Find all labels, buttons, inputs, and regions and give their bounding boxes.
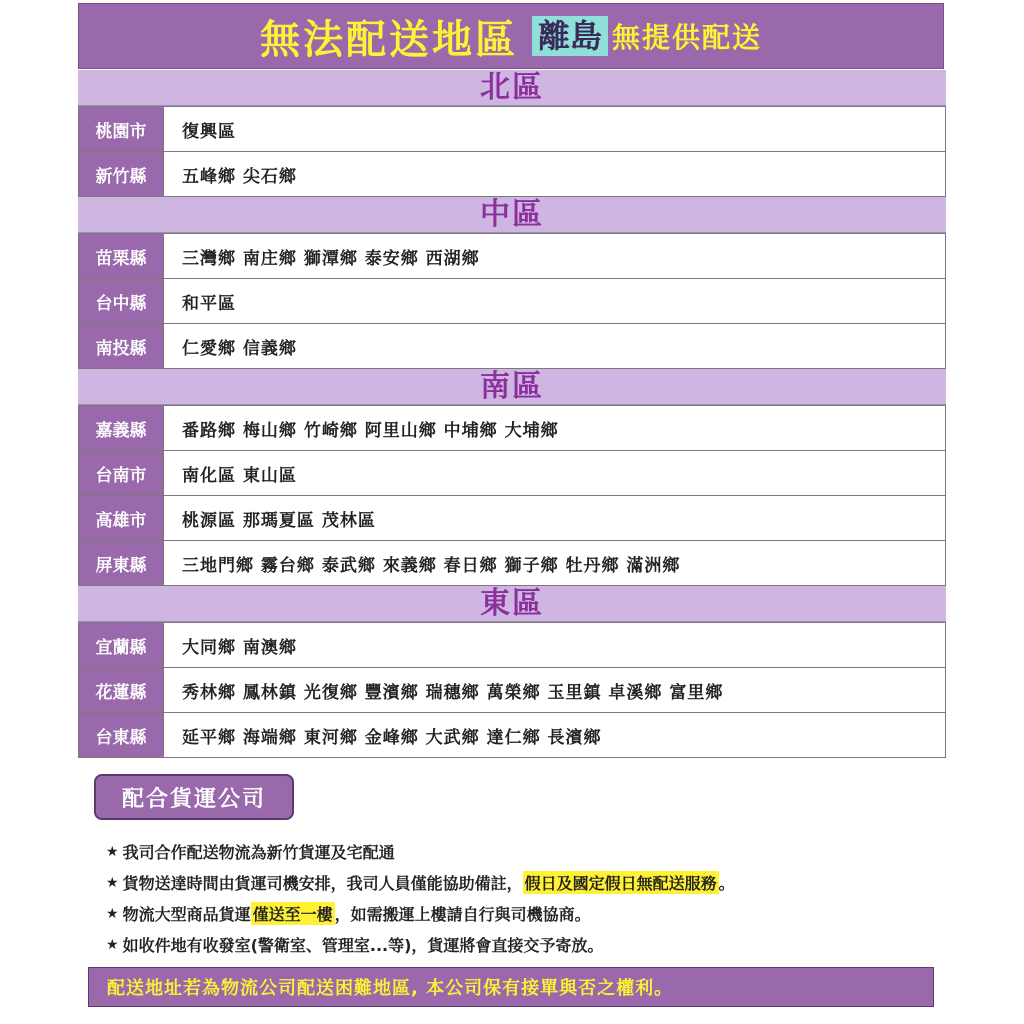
note-text: 物流大型商品貨運 bbox=[122, 905, 251, 924]
table-row bbox=[78, 540, 946, 586]
area-list: 三灣鄉 南庄鄉 獅潭鄉 泰安鄉 西湖鄉 bbox=[182, 248, 480, 269]
area-list: 秀林鄉 鳳林鎮 光復鄉 豐濱鄉 瑞穗鄉 萬榮鄉 玉里鎮 卓溪鄉 富里鄉 bbox=[182, 682, 724, 703]
notes-list bbox=[106, 836, 926, 960]
region-header-east: 東區 bbox=[78, 586, 946, 622]
title-sub: 無提供配送 bbox=[612, 21, 763, 54]
city-label: 台南市 bbox=[79, 451, 164, 495]
region-header-central: 中區 bbox=[78, 197, 946, 233]
table-row bbox=[78, 712, 946, 758]
star-icon: ★ bbox=[106, 874, 119, 891]
note-highlight: 僅送至一樓 bbox=[251, 902, 335, 925]
note-text: 我司合作配送物流為新竹貨運及宅配通 bbox=[122, 843, 395, 862]
area-list: 延平鄉 海端鄉 東河鄉 金峰鄉 大武鄉 達仁鄉 長濱鄉 bbox=[182, 727, 602, 748]
star-icon: ★ bbox=[106, 843, 119, 860]
area-list: 桃源區 那瑪夏區 茂林區 bbox=[182, 510, 376, 531]
footer-disclaimer: 配送地址若為物流公司配送困難地區, 本公司保有接單與否之權利。 bbox=[88, 967, 934, 1007]
table-row bbox=[78, 323, 946, 369]
note-highlight: 假日及國定假日無配送服務 bbox=[523, 871, 719, 894]
table-row bbox=[78, 495, 946, 541]
title-island-badge: 離島 bbox=[532, 16, 608, 56]
company-label-badge: 配合貨運公司 bbox=[94, 774, 294, 820]
area-list: 大同鄉 南澳鄉 bbox=[182, 637, 297, 658]
table-row bbox=[78, 405, 946, 451]
table-row bbox=[78, 667, 946, 713]
table-row bbox=[78, 233, 946, 279]
city-label: 花蓮縣 bbox=[79, 668, 164, 712]
table-row bbox=[78, 151, 946, 197]
note-item bbox=[106, 898, 926, 929]
city-label: 南投縣 bbox=[79, 324, 164, 368]
note-item bbox=[106, 867, 926, 898]
city-label: 桃園市 bbox=[79, 107, 164, 151]
note-item bbox=[106, 836, 926, 867]
city-label: 新竹縣 bbox=[79, 152, 164, 196]
region-header-south: 南區 bbox=[78, 369, 946, 405]
area-list: 五峰鄉 尖石鄉 bbox=[182, 166, 297, 187]
area-list: 和平區 bbox=[182, 293, 236, 314]
note-text: 。 bbox=[718, 874, 735, 893]
table-row bbox=[78, 106, 946, 152]
city-label: 嘉義縣 bbox=[79, 406, 164, 450]
star-icon: ★ bbox=[106, 905, 119, 922]
city-label: 苗栗縣 bbox=[79, 234, 164, 278]
city-label: 台東縣 bbox=[79, 713, 164, 757]
area-list: 番路鄉 梅山鄉 竹崎鄉 阿里山鄉 中埔鄉 大埔鄉 bbox=[182, 420, 559, 441]
delivery-area-table bbox=[78, 70, 946, 758]
area-list: 仁愛鄉 信義鄉 bbox=[182, 338, 297, 359]
area-list: 南化區 東山區 bbox=[182, 465, 297, 486]
area-list: 復興區 bbox=[182, 121, 236, 142]
note-item bbox=[106, 929, 926, 960]
city-label: 宜蘭縣 bbox=[79, 623, 164, 667]
star-icon: ★ bbox=[106, 936, 119, 953]
note-text: 貨物送達時間由貨運司機安排，我司人員僅能協助備註， bbox=[122, 874, 523, 893]
table-row bbox=[78, 450, 946, 496]
city-label: 高雄市 bbox=[79, 496, 164, 540]
note-text: ，如需搬運上樓請自行與司機協商。 bbox=[334, 905, 591, 924]
region-header-north: 北區 bbox=[78, 70, 946, 106]
table-row bbox=[78, 278, 946, 324]
title-banner bbox=[78, 3, 944, 69]
table-row bbox=[78, 622, 946, 668]
title-main: 無法配送地區 bbox=[259, 16, 518, 63]
city-label: 屏東縣 bbox=[79, 541, 164, 585]
note-text: 如收件地有收發室(警衛室、管理室...等)，貨運將會直接交予寄放。 bbox=[122, 936, 604, 955]
area-list: 三地門鄉 霧台鄉 泰武鄉 來義鄉 春日鄉 獅子鄉 牡丹鄉 滿洲鄉 bbox=[182, 555, 681, 576]
city-label: 台中縣 bbox=[79, 279, 164, 323]
